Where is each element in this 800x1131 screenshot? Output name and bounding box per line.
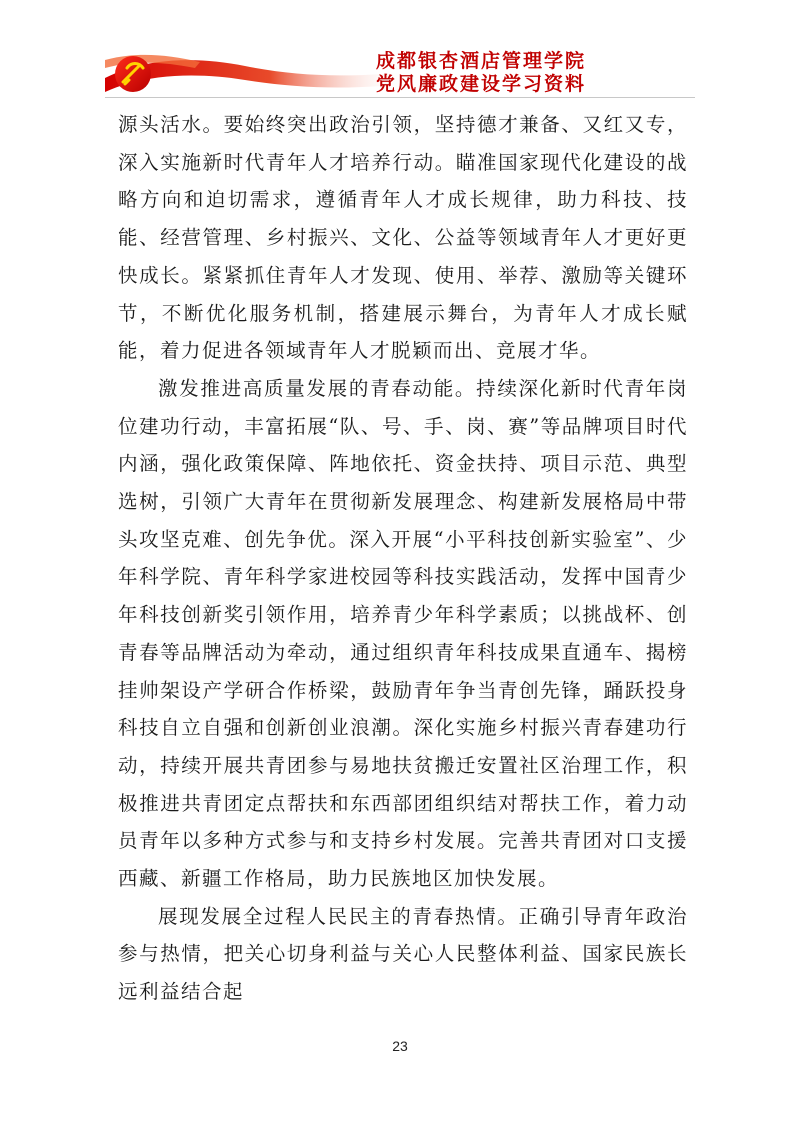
paragraph-continuation: 源头活水。要始终突出政治引领，坚持德才兼备、又红又专，深入实施新时代青年人才培养行动。瞄准国家现代化建设的战略方向和迫切需求，遵循青年人才成长规律，助力科技、技能、经营管理、乡村振兴、文化、公益等领域青年人才更好更快成长。紧紧抓住青年人才发现、使用、举荐、激励等关键环节，不断优化服务机制，搭建展示舞台，为青年人才成长赋能，着力促进各领域青年人才脱颖而出、竞展才华。 <box>118 113 688 363</box>
document-body <box>118 106 688 1011</box>
page-number: 23 <box>392 1038 408 1054</box>
page-header <box>105 48 695 98</box>
header-title <box>301 50 661 96</box>
paragraph-democracy: 展现发展全过程人民民主的青春热情。正确引导青年政治参与热情，把关心切身利益与关心人民整体利益、国家民族长远利益结合起 <box>118 904 688 1004</box>
header-title-line1: 成都银杏酒店管理学院 <box>375 50 586 72</box>
paragraph-youth-development: 激发推进高质量发展的青春动能。持续深化新时代青年岗位建功行动，丰富拓展“队、号、手、岗、赛”等品牌项目时代内涵，强化政策保障、阵地依托、资金扶持、项目示范、典型选树，引领广大青年在贯彻新发展理念、构建新发展格局中带头攻坚克难、创先争优。深入开展“小平科技创新实验室”、少年科学院、青年科学家进校园等科技实践活动，发挥中国青少年科技创新奖引领作用，培养青少年科学素质；以挑战杯、创青春等品牌活动为牵动，通过组织青年科技成果直通车、揭榜挂帅架设产学研合作桥梁，鼓励青年争当青创先锋，踊跃投身科技自立自强和创新创业浪潮。深化实施乡村振兴青春建功行动，持续开展共青团参与易地扶贫搬迁安置社区治理工作，积极推进共青团定点帮扶和东西部团组织结对帮扶工作，着力动员青年以多种方式参与和支持乡村发展。完善共青团对口支援西藏、新疆工作格局，助力民族地区加快发展。 <box>118 376 688 891</box>
header-divider <box>105 97 695 98</box>
header-title-line2: 党风廉政建设学习资料 <box>375 73 586 95</box>
